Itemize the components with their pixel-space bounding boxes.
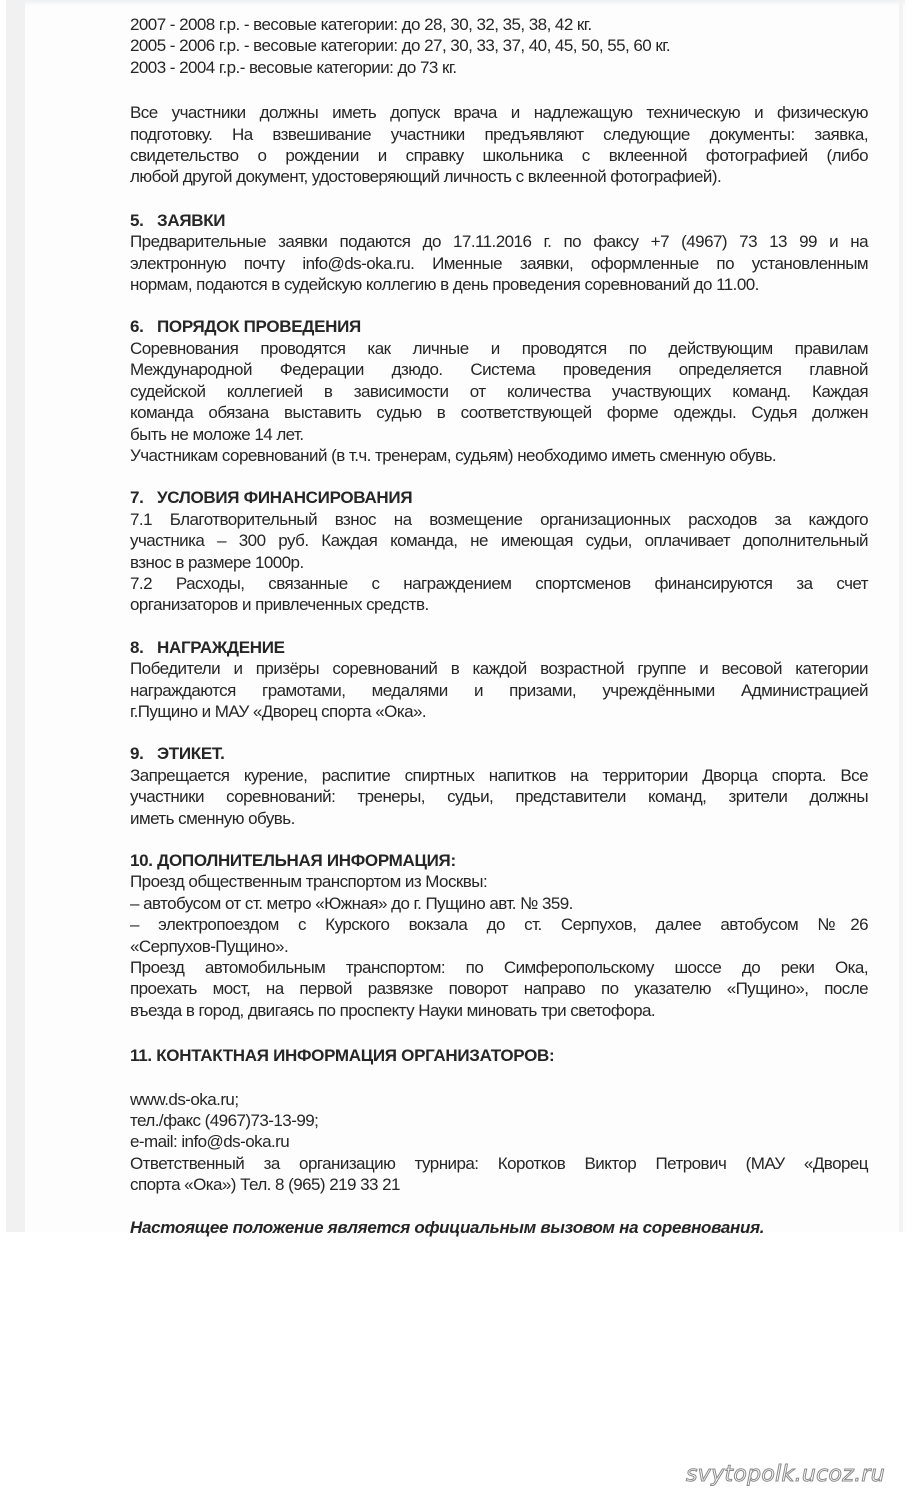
weight-line: 2007 - 2008 г.р. - весовые категории: до 28, 30, 32, 35, 38, 42 кг.: [130, 15, 592, 34]
paragraph-line: Ответственный за организацию турнира: Коротков Виктор Петрович (МАУ «Дворец: [130, 1153, 868, 1173]
section-title: УСЛОВИЯ ФИНАНСИРОВАНИЯ: [157, 488, 413, 508]
paragraph-line: быть не моложе 14 лет.: [130, 424, 304, 444]
section-number: 7.: [130, 488, 144, 508]
paragraph-line: Проезд общественным транспортом из Москвы:: [130, 872, 488, 892]
paragraph-line: проехать мост, на первой развязке поворот направо по указателю «Пущино», после: [130, 979, 868, 999]
paragraph-line: Международной Федерации дзюдо. Система проведения определяется главной: [130, 360, 868, 380]
paragraph-line: 7.2 Расходы, связанные с награждением спортсменов финансируются за счет: [130, 573, 868, 593]
paragraph-line: Предварительные заявки подаются до 17.11.2016 г. по факсу +7 (4967) 73 13 99 и на: [130, 232, 868, 252]
paragraph-line: судейской коллегией в зависимости от количества участвующих команд. Каждая: [130, 381, 868, 401]
paragraph-line: Соревнования проводятся как личные и проводятся по действующим правилам: [130, 338, 868, 358]
weight-categories: [130, 14, 868, 78]
paragraph-line: г.Пущино и МАУ «Дворец спорта «Ока».: [130, 701, 427, 721]
paragraph-line: взнос в размере 1000р.: [130, 552, 304, 572]
section-heading: [130, 850, 868, 871]
paragraph-line: свидетельство о рождении и справку школьника с вклеенной фотографией (либо: [130, 146, 868, 166]
section-title: ПОРЯДОК ПРОВЕДЕНИЯ: [157, 317, 361, 337]
section-number: 9.: [130, 744, 144, 764]
paragraph-line: спорта «Ока») Тел. 8 (965) 219 33 21: [130, 1175, 400, 1195]
section-number: 11.: [130, 1046, 152, 1066]
paragraph-line: электронную почту info@ds-oka.ru. Именные заявки, оформленные по установленным: [130, 253, 868, 273]
section-title: ЗАЯВКИ: [157, 210, 226, 230]
paragraph-line: организаторов и привлеченных средств.: [130, 595, 429, 615]
paragraph-line: любой другой документ, удостоверяющий личность с вклеенной фотографией).: [130, 167, 722, 187]
section-heading: [130, 743, 868, 764]
section-title: НАГРАЖДЕНИЕ: [157, 637, 285, 657]
paragraph-line: Все участники должны иметь допуск врача и надлежащую техническую и физическую: [130, 103, 868, 123]
paragraph-line: награждаются грамотами, медалями и призами, учреждёнными Администрацией: [130, 680, 868, 700]
paragraph-line: подготовку. На взвешивание участники предъявляют следующие документы: заявка,: [130, 124, 868, 144]
paragraph-line: въезда в город, двигаясь по проспекту Науки миновать три светофора.: [130, 1000, 656, 1020]
paragraph-line: 7.1 Благотворительный взнос на возмещение организационных расходов за каждого: [130, 509, 868, 529]
phone-fax: тел./факс (4967)73-13-99;: [130, 1111, 319, 1131]
section-number: 5.: [130, 210, 144, 230]
paragraph-line: Проезд автомобильным транспортом: по Симферопольскому шоссе до реки Ока,: [130, 958, 868, 978]
section-title: КОНТАКТНАЯ ИНФОРМАЦИЯ ОРГАНИЗАТОРОВ:: [156, 1046, 555, 1066]
scan-right-edge: [899, 0, 903, 1232]
document-body: [130, 14, 868, 1238]
section-procedure: [130, 316, 868, 466]
section-heading: [130, 637, 868, 658]
section-number: 8.: [130, 637, 144, 657]
paragraph-line: иметь сменную обувь.: [130, 808, 295, 828]
paragraph-line: участники соревнований: тренеры, судьи, представители команд, зрители должны: [130, 787, 868, 807]
paragraph-line: участника – 300 руб. Каждая команда, не имеющая судьи, оплачивает дополнительный: [130, 531, 868, 551]
section-title: ЭТИКЕТ.: [157, 744, 225, 764]
section-heading: [130, 1045, 868, 1066]
section-heading: [130, 210, 868, 231]
section-financing: [130, 487, 868, 615]
section-number: 6.: [130, 317, 144, 337]
paragraph-line: Победители и призёры соревнований в каждой возрастной группе и весовой категории: [130, 659, 868, 679]
email-link[interactable]: e-mail: info@ds-oka.ru: [130, 1132, 290, 1152]
paragraph-line: нормам, подаются в судейскую коллегию в день проведения соревнований до 11.00.: [130, 275, 759, 295]
section-title: ДОПОЛНИТЕЛЬНАЯ ИНФОРМАЦИЯ:: [157, 851, 456, 870]
scan-top-edge: [25, 0, 905, 6]
weight-line: 2005 - 2006 г.р. - весовые категории: до 27, 30, 33, 37, 40, 45, 50, 55, 60 кг.: [130, 36, 670, 56]
section-awards: [130, 637, 868, 723]
section-heading: [130, 316, 868, 337]
scan-left-edge: [6, 0, 25, 1232]
section-additional-info: [130, 850, 868, 1021]
section-heading: [130, 487, 868, 508]
watermark: svytopolk.ucoz.ru: [686, 1462, 885, 1487]
section-number: 10.: [130, 851, 153, 870]
paragraph-line: Запрещается курение, распитие спиртных напитков на территории Дворца спорта. Все: [130, 765, 868, 785]
paragraph-line: Участникам соревнований (в т.ч. тренерам, судьям) необходимо иметь сменную обувь.: [130, 445, 777, 465]
section-applications: [130, 210, 868, 296]
paragraph-line: «Серпухов-Пущино».: [130, 936, 289, 956]
paragraph-line: – автобусом от ст. метро «Южная» до г. Пущино авт. № 359.: [130, 893, 573, 913]
paragraph-line: команда обязана выставить судью в соответствующей форме одежды. Судья должен: [130, 403, 868, 423]
closing-statement: Настоящее положение является официальным вызовом на соревнования.: [130, 1217, 765, 1237]
admission-paragraph: [130, 102, 868, 188]
paragraph-line: – электропоездом с Курского вокзала до ст. Серпухов, далее автобусом №26: [130, 915, 868, 935]
section-etiquette: [130, 743, 868, 829]
section-contacts: [130, 1045, 868, 1195]
website-link[interactable]: www.ds-oka.ru;: [130, 1089, 239, 1109]
weight-line: 2003 - 2004 г.р.- весовые категории: до 73 кг.: [130, 57, 457, 77]
